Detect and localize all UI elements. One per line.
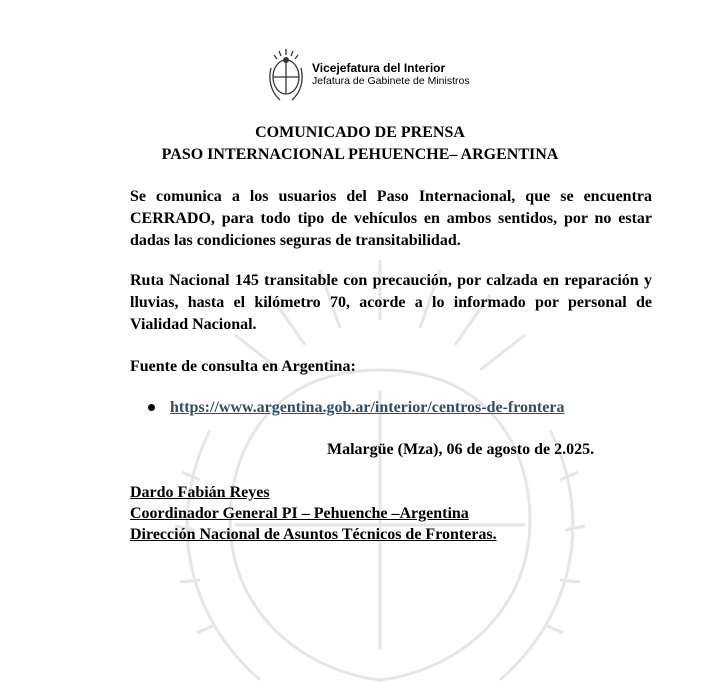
- signature-role: Coordinador General PI – Pehuenche –Argentina: [130, 505, 469, 522]
- signature-office: Dirección Nacional de Asuntos Técnicos de Fronteras.: [130, 526, 497, 543]
- document-title: COMUNICADO DE PRENSA: [255, 124, 465, 141]
- source-link[interactable]: https://www.argentina.gob.ar/interior/centros-de-frontera: [170, 399, 565, 416]
- bullet-icon: [148, 404, 155, 411]
- document-subtitle: PASO INTERNACIONAL PEHUENCHE– ARGENTINA: [161, 146, 559, 163]
- route-status-paragraph: Ruta Nacional 145 transitable con precaución, por calzada en reparación y lluvias, hasta el kilómetro 70, acorde a lo informado por personal de Vialidad Nacional.: [130, 272, 652, 333]
- source-list-item: [148, 399, 564, 417]
- laurel-left: [175, 430, 260, 680]
- source-label: Fuente de consulta en Argentina:: [130, 358, 356, 375]
- org-name: Vicejefatura del Interior: [312, 61, 446, 75]
- letterhead: [268, 46, 470, 104]
- closure-notice-paragraph: Se comunica a los usuarios del Paso Internacional, que se encuentra CERRADO, para todo tipo de vehículos en ambos sentidos, por no estar dadas las condiciones seguras de transitabilidad.: [130, 188, 652, 249]
- signature-name: Dardo Fabián Reyes: [130, 484, 270, 501]
- argentina-seal-icon: [268, 46, 304, 104]
- date-line: Malargüe (Mza), 06 de agosto de 2.025.: [327, 441, 595, 458]
- org-subtitle: Jefatura de Gabinete de Ministros: [312, 75, 470, 87]
- laurel-right: [500, 430, 585, 680]
